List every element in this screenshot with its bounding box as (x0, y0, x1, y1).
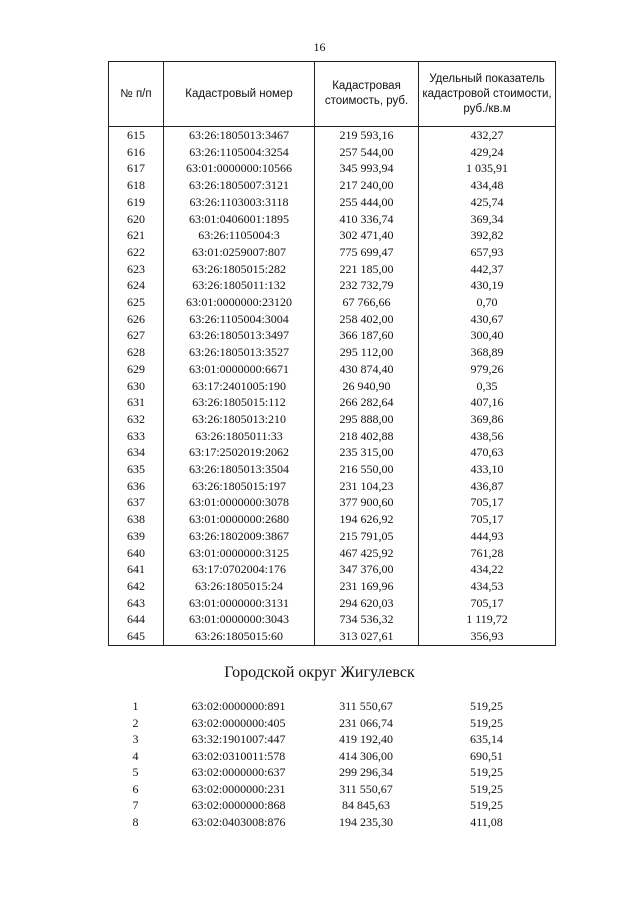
cell-num: 636 (109, 478, 164, 495)
section-table-body (108, 698, 555, 830)
cell-cadastral-value: 734 536,32 (315, 611, 419, 628)
cell-specific-indicator: 657,93 (419, 244, 556, 261)
cell-num: 623 (109, 261, 164, 278)
table-body (109, 127, 556, 646)
cell-num: 629 (109, 361, 164, 378)
page-number: 16 (313, 40, 326, 54)
cell-cadastral-number: 63:26:1805015:24 (164, 578, 315, 595)
table-row (109, 545, 556, 562)
cell-num: 621 (109, 227, 164, 244)
table-row (109, 628, 556, 645)
cell-cadastral-number: 63:01:0000000:3078 (164, 494, 315, 511)
cell-num: 624 (109, 277, 164, 294)
table-row (109, 528, 556, 545)
cell-specific-indicator: 635,14 (470, 732, 503, 746)
cell-cadastral-value: 347 376,00 (315, 561, 419, 578)
table-row (109, 561, 556, 578)
cell-specific-indicator: 356,93 (419, 628, 556, 645)
cell-cadastral-number: 63:02:0000000:231 (191, 781, 286, 796)
table-row (109, 394, 556, 411)
cell-cadastral-number: 63:01:0000000:2680 (164, 511, 315, 528)
cell-cadastral-number: 63:02:0000000:637 (191, 765, 286, 779)
cell-cadastral-value: 219 593,16 (315, 127, 419, 144)
cell-cadastral-number: 63:01:0000000:23120 (164, 294, 315, 311)
section-table (108, 698, 555, 830)
cell-cadastral-value: 231 169,96 (315, 578, 419, 595)
table-row (108, 715, 555, 732)
cell-specific-indicator: 300,40 (419, 327, 556, 344)
cell-cadastral-number: 63:17:2502019:2062 (164, 444, 315, 461)
cell-cadastral-value: 221 185,00 (315, 261, 419, 278)
table-row (109, 611, 556, 628)
cell-cadastral-value: 235 315,00 (315, 444, 419, 461)
cell-cadastral-number: 63:02:0000000:868 (191, 798, 286, 812)
cell-specific-indicator: 369,86 (419, 411, 556, 428)
cell-cadastral-value: 313 027,61 (315, 628, 419, 645)
header-num: № п/п (109, 62, 164, 127)
table-row (108, 731, 555, 748)
table-row (109, 595, 556, 612)
cell-cadastral-value: 410 336,74 (315, 211, 419, 228)
cell-cadastral-number: 63:02:0310011:578 (191, 748, 286, 763)
cell-specific-indicator: 0,70 (419, 294, 556, 311)
cell-cadastral-value: 257 544,00 (315, 144, 419, 161)
table-row (109, 244, 556, 261)
cell-num: 645 (109, 628, 164, 645)
cell-cadastral-number: 63:26:1805015:60 (164, 628, 315, 645)
cell-num: 3 (132, 732, 139, 746)
table-row (108, 748, 555, 765)
cell-specific-indicator: 442,37 (419, 261, 556, 278)
cell-cadastral-number: 63:26:1805011:33 (164, 428, 315, 445)
table-row (109, 227, 556, 244)
cell-cadastral-number: 63:26:1805013:210 (164, 411, 315, 428)
cell-specific-indicator: 444,93 (419, 528, 556, 545)
cell-num: 638 (109, 511, 164, 528)
cell-specific-indicator: 705,17 (419, 511, 556, 528)
cell-num: 618 (109, 177, 164, 194)
header-specific-indicator: Удельный показатель кадастровой стоимости, руб./кв.м (419, 62, 556, 127)
header-cadastral-value: Кадастровая стоимость, руб. (315, 62, 419, 127)
table-row (109, 211, 556, 228)
cell-num: 637 (109, 494, 164, 511)
cell-specific-indicator: 434,48 (419, 177, 556, 194)
cell-cadastral-value: 218 402,88 (315, 428, 419, 445)
cell-cadastral-number: 63:26:1805015:197 (164, 478, 315, 495)
cell-cadastral-number: 63:17:2401005:190 (164, 378, 315, 395)
cell-cadastral-number: 63:26:1805011:132 (164, 277, 315, 294)
cell-cadastral-value: 299 296,34 (339, 765, 393, 779)
cell-specific-indicator: 368,89 (419, 344, 556, 361)
cell-cadastral-number: 63:32:1901007:447 (191, 732, 286, 746)
table-row (109, 494, 556, 511)
table-row (108, 797, 555, 814)
cell-cadastral-number: 63:01:0000000:3125 (164, 545, 315, 562)
cell-cadastral-number: 63:26:1103003:3118 (164, 194, 315, 211)
table-row (109, 511, 556, 528)
table-row (109, 578, 556, 595)
cell-specific-indicator: 411,08 (470, 814, 503, 829)
cell-specific-indicator: 433,10 (419, 461, 556, 478)
cell-specific-indicator: 430,19 (419, 277, 556, 294)
cell-specific-indicator: 519,25 (470, 781, 503, 796)
cell-specific-indicator: 519,25 (470, 715, 503, 730)
cell-num: 622 (109, 244, 164, 261)
cell-num: 630 (109, 378, 164, 395)
cell-cadastral-value: 366 187,60 (315, 327, 419, 344)
cell-num: 6 (132, 781, 139, 796)
cell-num: 5 (132, 765, 139, 779)
cell-specific-indicator: 761,28 (419, 545, 556, 562)
cell-specific-indicator: 434,53 (419, 578, 556, 595)
cell-specific-indicator: 407,16 (419, 394, 556, 411)
cell-specific-indicator: 979,26 (419, 361, 556, 378)
cell-cadastral-value: 419 192,40 (339, 732, 393, 746)
cell-cadastral-number: 63:17:0702004:176 (164, 561, 315, 578)
cell-cadastral-number: 63:01:0000000:10566 (164, 160, 315, 177)
cell-cadastral-number: 63:26:1105004:3254 (164, 144, 315, 161)
cell-specific-indicator: 429,24 (419, 144, 556, 161)
table-row (109, 378, 556, 395)
cell-cadastral-value: 26 940,90 (315, 378, 419, 395)
cell-specific-indicator: 0,35 (419, 378, 556, 395)
cell-num: 644 (109, 611, 164, 628)
table-row (109, 194, 556, 211)
cell-cadastral-value: 311 550,67 (339, 781, 393, 796)
cell-cadastral-value: 67 766,66 (315, 294, 419, 311)
cell-num: 631 (109, 394, 164, 411)
cell-cadastral-value: 295 112,00 (315, 344, 419, 361)
table-row (108, 781, 555, 798)
cell-num: 617 (109, 160, 164, 177)
cell-cadastral-value: 294 620,03 (315, 595, 419, 612)
cell-cadastral-number: 63:02:0000000:405 (191, 715, 286, 730)
cell-specific-indicator: 392,82 (419, 227, 556, 244)
cell-specific-indicator: 470,63 (419, 444, 556, 461)
cell-num: 2 (132, 715, 139, 730)
cell-num: 627 (109, 327, 164, 344)
table-row (109, 277, 556, 294)
cell-cadastral-number: 63:26:1805013:3527 (164, 344, 315, 361)
table-row (109, 160, 556, 177)
table-row (109, 327, 556, 344)
cell-num: 628 (109, 344, 164, 361)
cell-num: 626 (109, 311, 164, 328)
cell-num: 4 (132, 748, 139, 763)
table-row (109, 478, 556, 495)
cell-cadastral-number: 63:01:0259007:807 (164, 244, 315, 261)
cell-cadastral-value: 84 845,63 (342, 798, 390, 812)
cell-cadastral-value: 232 732,79 (315, 277, 419, 294)
cell-cadastral-value: 345 993,94 (315, 160, 419, 177)
cell-cadastral-value: 311 550,67 (339, 699, 393, 713)
cell-cadastral-value: 414 306,00 (339, 748, 393, 763)
cell-num: 635 (109, 461, 164, 478)
table-row (109, 177, 556, 194)
cell-cadastral-number: 63:26:1105004:3 (164, 227, 315, 244)
cell-num: 7 (132, 798, 139, 812)
table-row (109, 344, 556, 361)
table-header-row (109, 62, 556, 127)
cell-cadastral-value: 215 791,05 (315, 528, 419, 545)
cell-specific-indicator: 1 119,72 (419, 611, 556, 628)
cell-specific-indicator: 425,74 (419, 194, 556, 211)
table-row (109, 127, 556, 144)
cell-cadastral-value: 258 402,00 (315, 311, 419, 328)
cell-specific-indicator: 519,25 (470, 765, 503, 779)
cell-cadastral-number: 63:26:1805013:3497 (164, 327, 315, 344)
cell-cadastral-number: 63:26:1105004:3004 (164, 311, 315, 328)
cell-specific-indicator: 705,17 (419, 595, 556, 612)
cell-specific-indicator: 430,67 (419, 311, 556, 328)
cell-cadastral-number: 63:01:0000000:3043 (164, 611, 315, 628)
table-row (109, 411, 556, 428)
cell-specific-indicator: 519,25 (470, 699, 503, 713)
cell-specific-indicator: 1 035,91 (419, 160, 556, 177)
section-title: Городской округ Жигулевск (224, 664, 415, 681)
cell-cadastral-value: 194 235,30 (339, 814, 393, 829)
cell-cadastral-value: 775 699,47 (315, 244, 419, 261)
table-row (109, 361, 556, 378)
cell-cadastral-number: 63:01:0000000:3131 (164, 595, 315, 612)
cell-specific-indicator: 432,27 (419, 127, 556, 144)
table-row (109, 428, 556, 445)
cell-cadastral-value: 194 626,92 (315, 511, 419, 528)
cell-cadastral-value: 377 900,60 (315, 494, 419, 511)
cell-cadastral-number: 63:26:1805007:3121 (164, 177, 315, 194)
cell-cadastral-number: 63:26:1805015:112 (164, 394, 315, 411)
cell-specific-indicator: 436,87 (419, 478, 556, 495)
table-row (109, 144, 556, 161)
cell-specific-indicator: 690,51 (470, 748, 503, 763)
cell-specific-indicator: 438,56 (419, 428, 556, 445)
cell-cadastral-value: 295 888,00 (315, 411, 419, 428)
cell-num: 619 (109, 194, 164, 211)
cell-num: 643 (109, 595, 164, 612)
cell-cadastral-value: 255 444,00 (315, 194, 419, 211)
cell-cadastral-number: 63:26:1802009:3867 (164, 528, 315, 545)
cell-cadastral-number: 63:02:0403008:876 (191, 814, 286, 829)
cell-cadastral-value: 266 282,64 (315, 394, 419, 411)
cell-cadastral-value: 231 104,23 (315, 478, 419, 495)
cell-cadastral-value: 231 066,74 (339, 715, 393, 730)
cadastral-table (108, 61, 556, 646)
cell-num: 642 (109, 578, 164, 595)
table-row (109, 444, 556, 461)
cell-cadastral-value: 217 240,00 (315, 177, 419, 194)
cell-num: 1 (132, 699, 139, 713)
cell-num: 641 (109, 561, 164, 578)
cell-specific-indicator: 369,34 (419, 211, 556, 228)
cell-specific-indicator: 519,25 (470, 798, 503, 812)
table-row (108, 814, 555, 831)
cell-specific-indicator: 434,22 (419, 561, 556, 578)
table-row (109, 461, 556, 478)
header-cadastral-number: Кадастровый номер (164, 62, 315, 127)
cell-num: 640 (109, 545, 164, 562)
cell-num: 625 (109, 294, 164, 311)
cell-specific-indicator: 705,17 (419, 494, 556, 511)
cell-cadastral-value: 302 471,40 (315, 227, 419, 244)
cell-num: 620 (109, 211, 164, 228)
table-row (109, 294, 556, 311)
cell-cadastral-value: 467 425,92 (315, 545, 419, 562)
cell-cadastral-number: 63:02:0000000:891 (191, 699, 286, 713)
cell-cadastral-number: 63:26:1805015:282 (164, 261, 315, 278)
cell-num: 634 (109, 444, 164, 461)
cell-num: 639 (109, 528, 164, 545)
cell-num: 615 (109, 127, 164, 144)
cell-num: 616 (109, 144, 164, 161)
cell-num: 632 (109, 411, 164, 428)
cell-cadastral-number: 63:26:1805013:3467 (164, 127, 315, 144)
table-row (108, 764, 555, 781)
table-row (108, 698, 555, 715)
cell-cadastral-value: 216 550,00 (315, 461, 419, 478)
cell-num: 633 (109, 428, 164, 445)
cell-cadastral-number: 63:01:0000000:6671 (164, 361, 315, 378)
table-row (109, 311, 556, 328)
table-row (109, 261, 556, 278)
cell-cadastral-number: 63:26:1805013:3504 (164, 461, 315, 478)
cell-cadastral-value: 430 874,40 (315, 361, 419, 378)
cell-num: 8 (132, 814, 139, 829)
cell-cadastral-number: 63:01:0406001:1895 (164, 211, 315, 228)
